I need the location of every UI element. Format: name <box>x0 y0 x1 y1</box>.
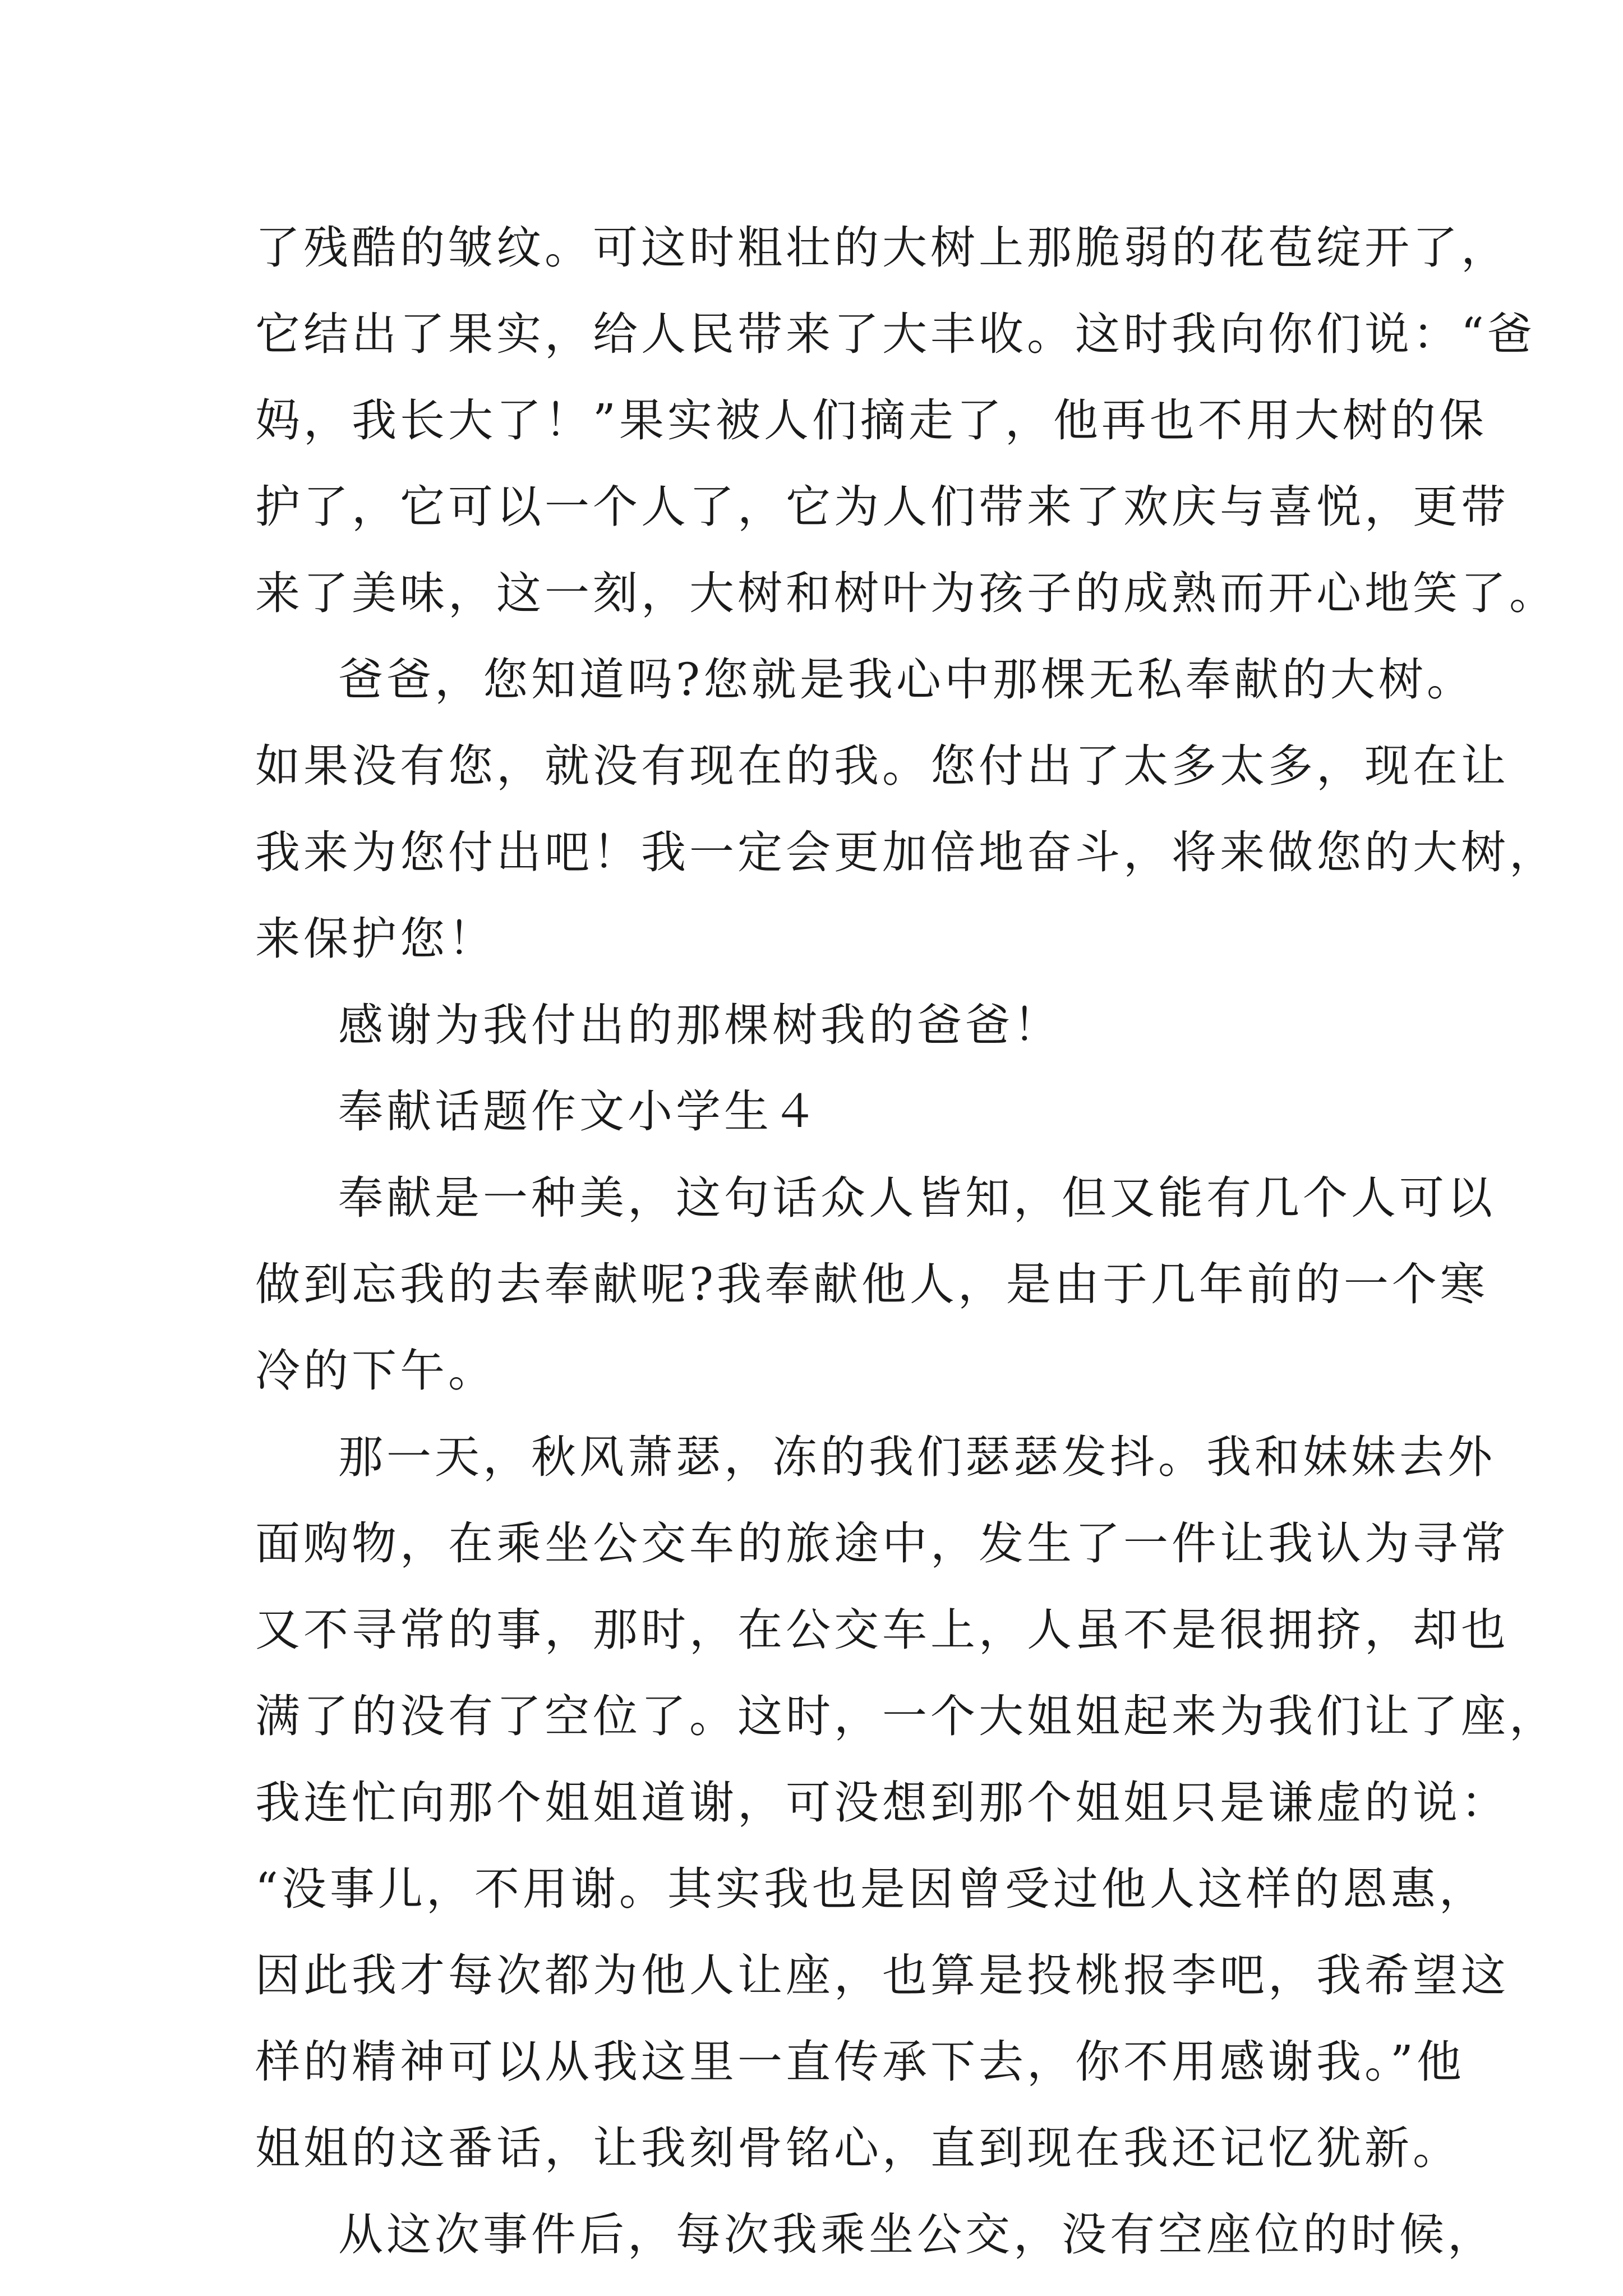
text-line: 奉献是一种美，这句话众人皆知，但又能有几个人可以 <box>338 1172 1496 1224</box>
text-line: 它结出了果实，给人民带来了大丰收。这时我向你们说：“爸 <box>255 308 1536 360</box>
text-line: “没事儿，不用谢。其实我也是因曾受过他人这样的恩惠， <box>255 1863 1487 1915</box>
text-line: 护了，它可以一个人了，它为人们带来了欢庆与喜悦，更带 <box>255 481 1509 533</box>
text-line: 了残酷的皱纹。可这时粗壮的大树上那脆弱的花苞绽开了， <box>255 222 1509 274</box>
text-line: 做到忘我的去奉献呢?我奉献他人，是由于几年前的一个寒 <box>255 1258 1488 1310</box>
text-line: 爸爸，您知道吗?您就是我心中那棵无私奉献的大树。 <box>338 654 1475 706</box>
text-line: 从这次事件后，每次我乘坐公交，没有空座位的时候， <box>338 2208 1496 2261</box>
text-line: 样的精神可以从我这里一直传承下去，你不用感谢我。”他 <box>255 2036 1465 2088</box>
text-line: 满了的没有了空位了。这时，一个大姐姐起来为我们让了座， <box>255 1690 1557 1742</box>
text-line: 妈，我长大了！”果实被人们摘走了，他再也不用大树的保 <box>255 394 1487 447</box>
body-text <box>255 205 1557 2278</box>
text-line: 如果没有您，就没有现在的我。您付出了太多太多，现在让 <box>255 740 1509 792</box>
text-line: 冷的下午。 <box>255 1345 496 1397</box>
text-line: 来了美味，这一刻，大树和树叶为孩子的成熟而开心地笑了。 <box>255 567 1557 619</box>
text-line: 我来为您付出吧！我一定会更加倍地奋斗，将来做您的大树， <box>255 826 1557 878</box>
text-line: 我连忙向那个姐姐道谢，可没想到那个姐姐只是谦虚的说： <box>255 1777 1509 1829</box>
text-line: 面购物，在乘坐公交车的旅途中，发生了一件让我认为寻常 <box>255 1517 1509 1570</box>
text-line: 又不寻常的事，那时，在公交车上，人虽不是很拥挤，却也 <box>255 1604 1509 1656</box>
text-line: 因此我才每次都为他人让座，也算是投桃报李吧，我希望这 <box>255 1949 1509 2001</box>
text-line: 那一天，秋风萧瑟，冻的我们瑟瑟发抖。我和妹妹去外 <box>338 1431 1496 1483</box>
text-line: 来保护您！ <box>255 913 496 965</box>
text-line: 感谢为我付出的那棵树我的爸爸！ <box>338 999 1062 1051</box>
text-line: 姐姐的这番话，让我刻骨铭心，直到现在我还记忆犹新。 <box>255 2122 1461 2174</box>
text-line: 奉献话题作文小学生４ <box>338 1085 820 1138</box>
